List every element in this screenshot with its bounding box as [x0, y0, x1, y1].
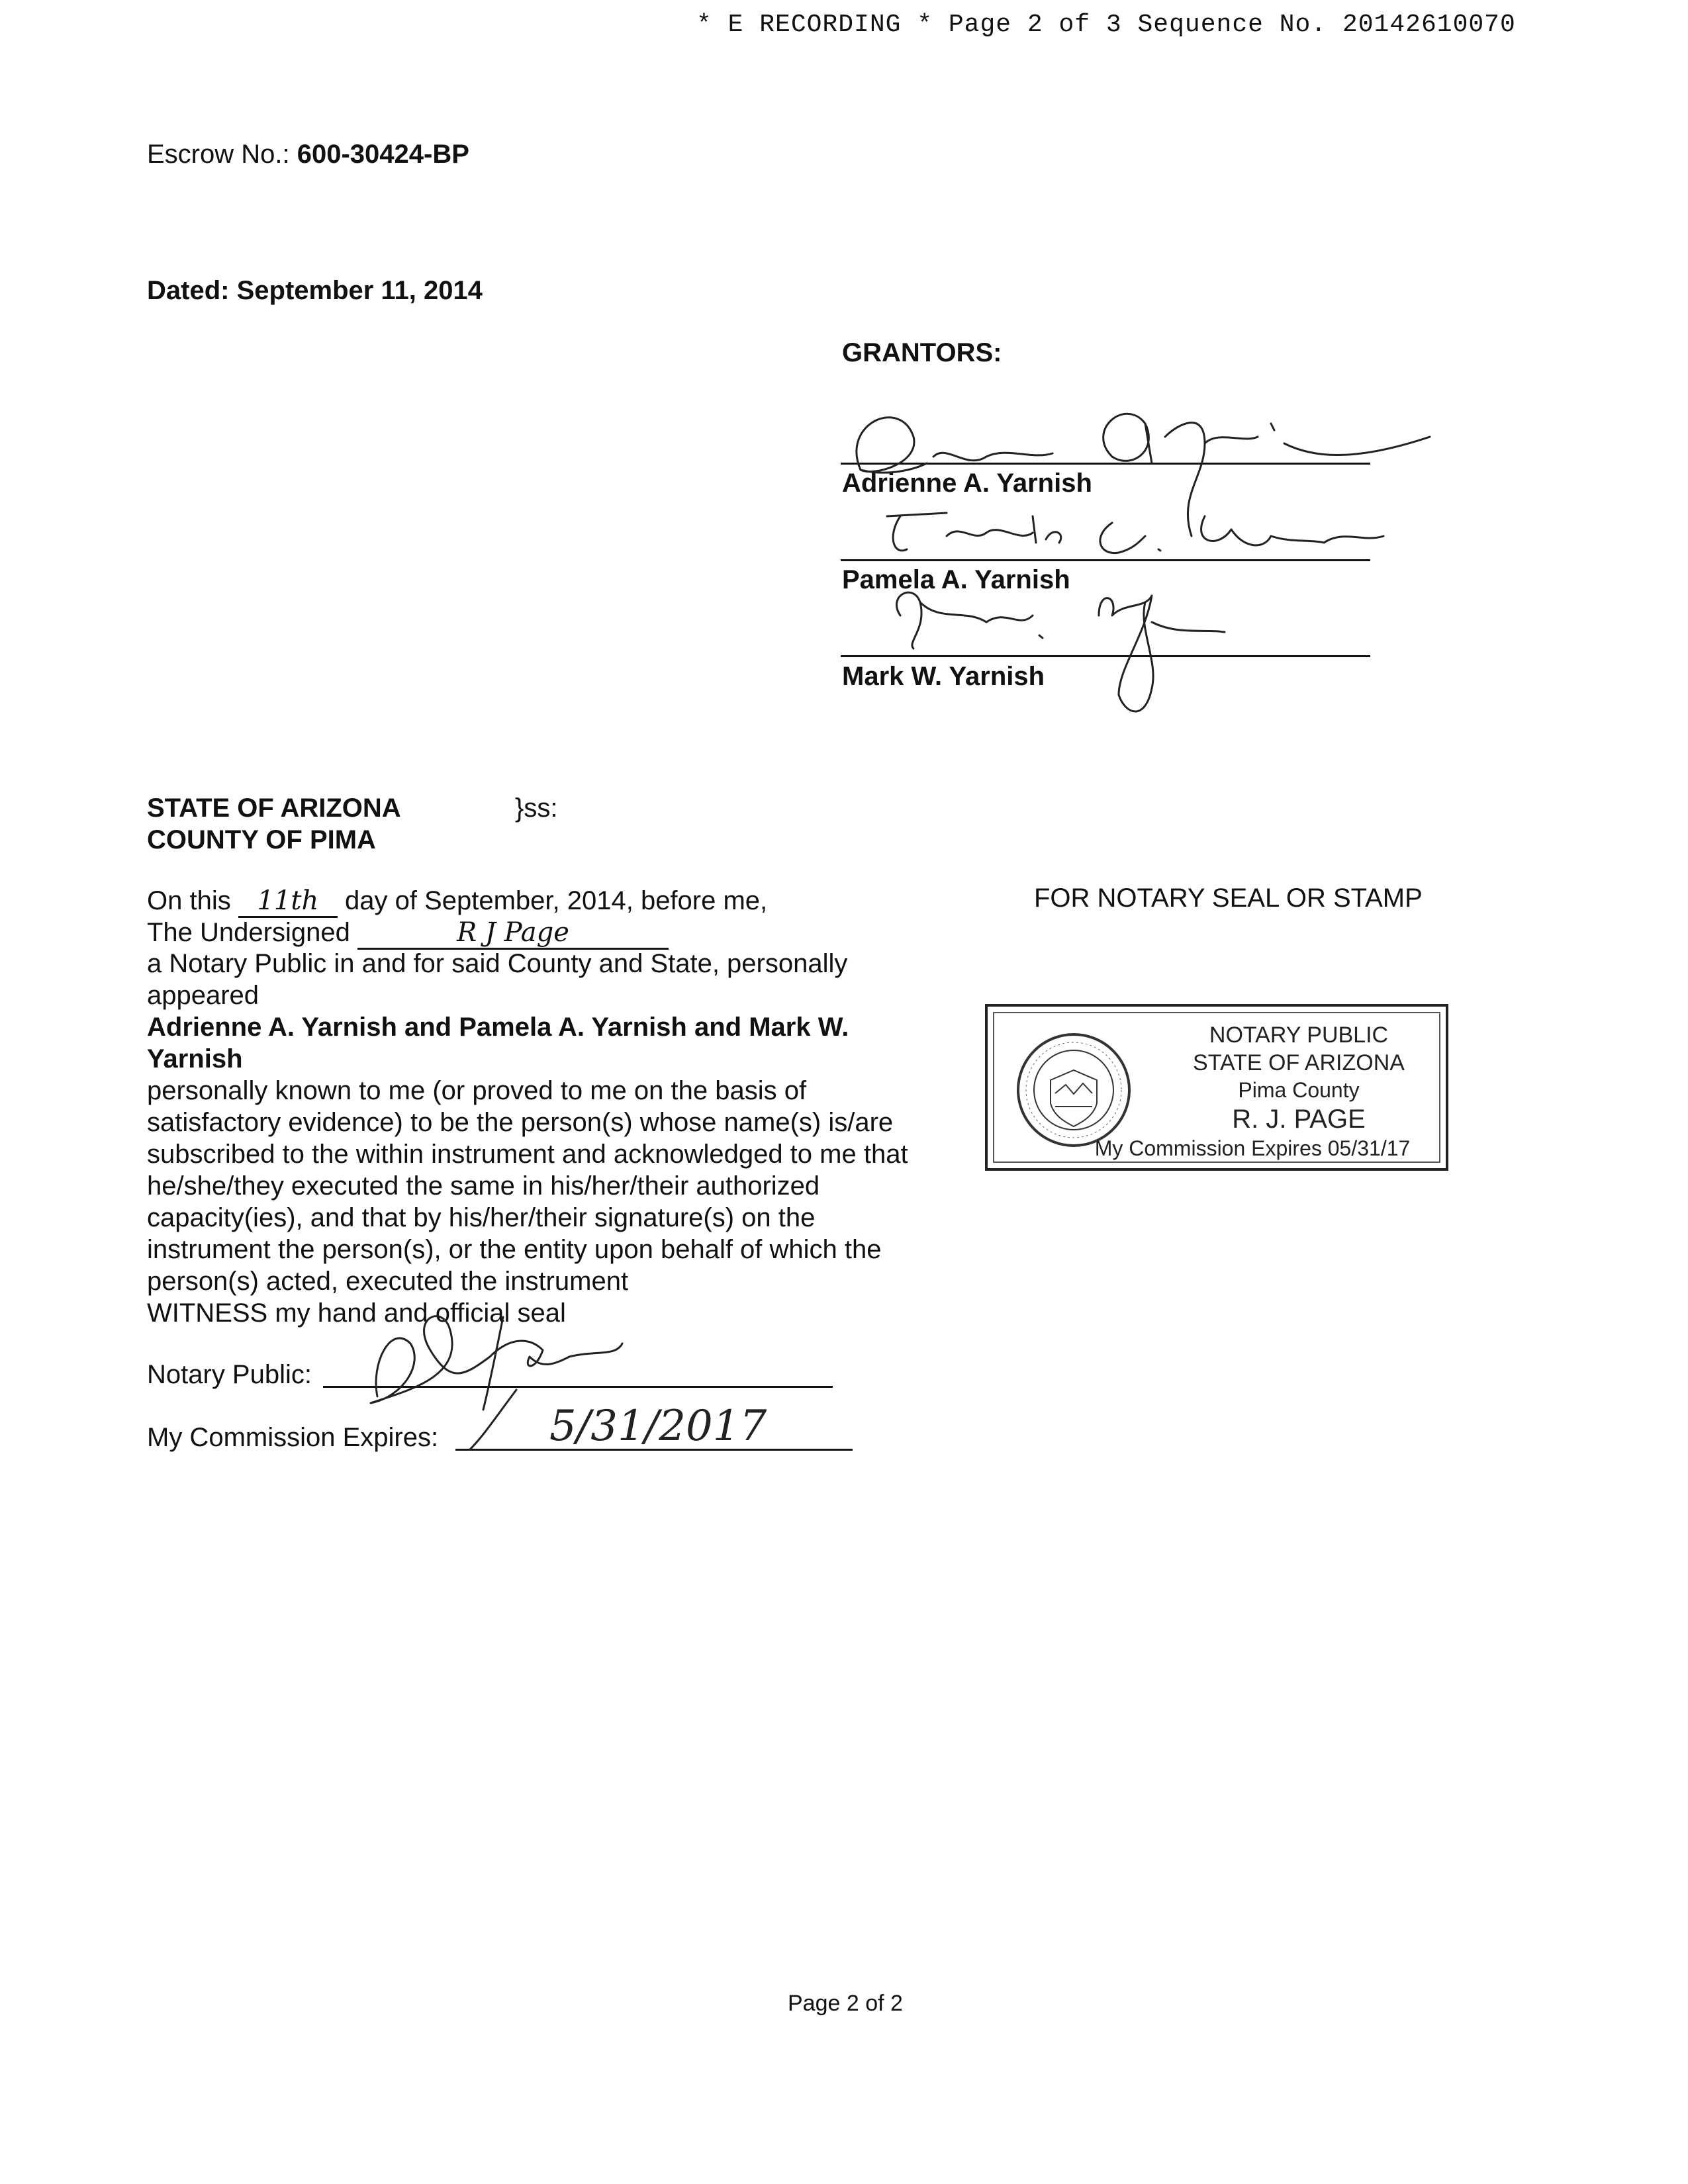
ack-line-2	[147, 917, 669, 950]
ack-line1-prefix: On this	[147, 886, 231, 915]
ack-body-1: personally known to me (or proved to me on the basis of	[147, 1076, 807, 1105]
ack-body-8: WITNESS my hand and official seal	[147, 1298, 566, 1328]
venue-ss: }ss:	[515, 794, 558, 823]
grantor-signatures	[834, 384, 1470, 741]
ack-body-4: he/she/they executed the same in his/her/their authorized	[147, 1171, 820, 1201]
ack-body-2: satisfactory evidence) to be the person(s) whose name(s) is/are	[147, 1108, 894, 1137]
stamp-line-1: NOTARY PUBLIC	[1209, 1023, 1389, 1048]
dated-date: September 11, 2014	[236, 276, 483, 305]
ack-undersigned-name: R J Page	[357, 917, 669, 950]
escrow-label: Escrow No.:	[147, 140, 290, 169]
stamp-line-3: Pima County	[1238, 1078, 1360, 1102]
ack-day-handwritten: 11th	[238, 886, 338, 918]
ack-body-6: instrument the person(s), or the entity upon behalf of which the	[147, 1235, 882, 1264]
ack-appeared-names-1: Adrienne A. Yarnish and Pamela A. Yarnish and Mark W.	[147, 1013, 849, 1042]
recording-header: * E RECORDING * Page 2 of 3 Sequence No. 20142610070	[696, 11, 1516, 39]
commission-date-handwritten: 5/31/2017	[549, 1402, 767, 1451]
notary-seal-label: FOR NOTARY SEAL OR STAMP	[1034, 884, 1423, 913]
ack-line-4: appeared	[147, 981, 259, 1010]
grantor-name-1: Adrienne A. Yarnish	[842, 469, 1092, 498]
stamp-line-5: My Commission Expires 05/31/17	[1094, 1136, 1411, 1160]
page-footer: Page 2 of 2	[788, 1991, 903, 2016]
grantor-name-2: Pamela A. Yarnish	[842, 565, 1070, 594]
grantors-heading: GRANTORS:	[842, 338, 1002, 367]
grantor-name-3: Mark W. Yarnish	[842, 662, 1045, 691]
venue-state: STATE OF ARIZONA	[147, 794, 401, 823]
ack-appeared-names-2: Yarnish	[147, 1044, 243, 1073]
ack-line-1	[147, 886, 767, 918]
ack-body-5: capacity(ies), and that by his/her/their signature(s) on the	[147, 1203, 816, 1232]
state-seal-icon	[1014, 1030, 1133, 1150]
ack-line1-suffix: day of September, 2014, before me,	[344, 886, 768, 915]
dated-line	[147, 276, 483, 306]
ack-body-7: person(s) acted, executed the instrument	[147, 1267, 629, 1296]
escrow-line	[147, 140, 469, 169]
stamp-line-4: R. J. PAGE	[1232, 1105, 1366, 1134]
dated-label: Dated:	[147, 276, 230, 305]
ack-body-3: subscribed to the within instrument and acknowledged to me that	[147, 1140, 908, 1169]
escrow-number: 600-30424-BP	[297, 140, 469, 169]
stamp-line-2: STATE OF ARIZONA	[1193, 1050, 1405, 1075]
ack-line-3: a Notary Public in and for said County and State, personally	[147, 949, 848, 978]
venue-county: COUNTY OF PIMA	[147, 825, 376, 854]
ack-line2-prefix: The Undersigned	[147, 918, 350, 947]
commission-label: My Commission Expires:	[147, 1423, 439, 1452]
notary-public-label: Notary Public:	[147, 1360, 312, 1389]
notary-stamp	[985, 1004, 1448, 1171]
notary-signature	[331, 1297, 675, 1456]
